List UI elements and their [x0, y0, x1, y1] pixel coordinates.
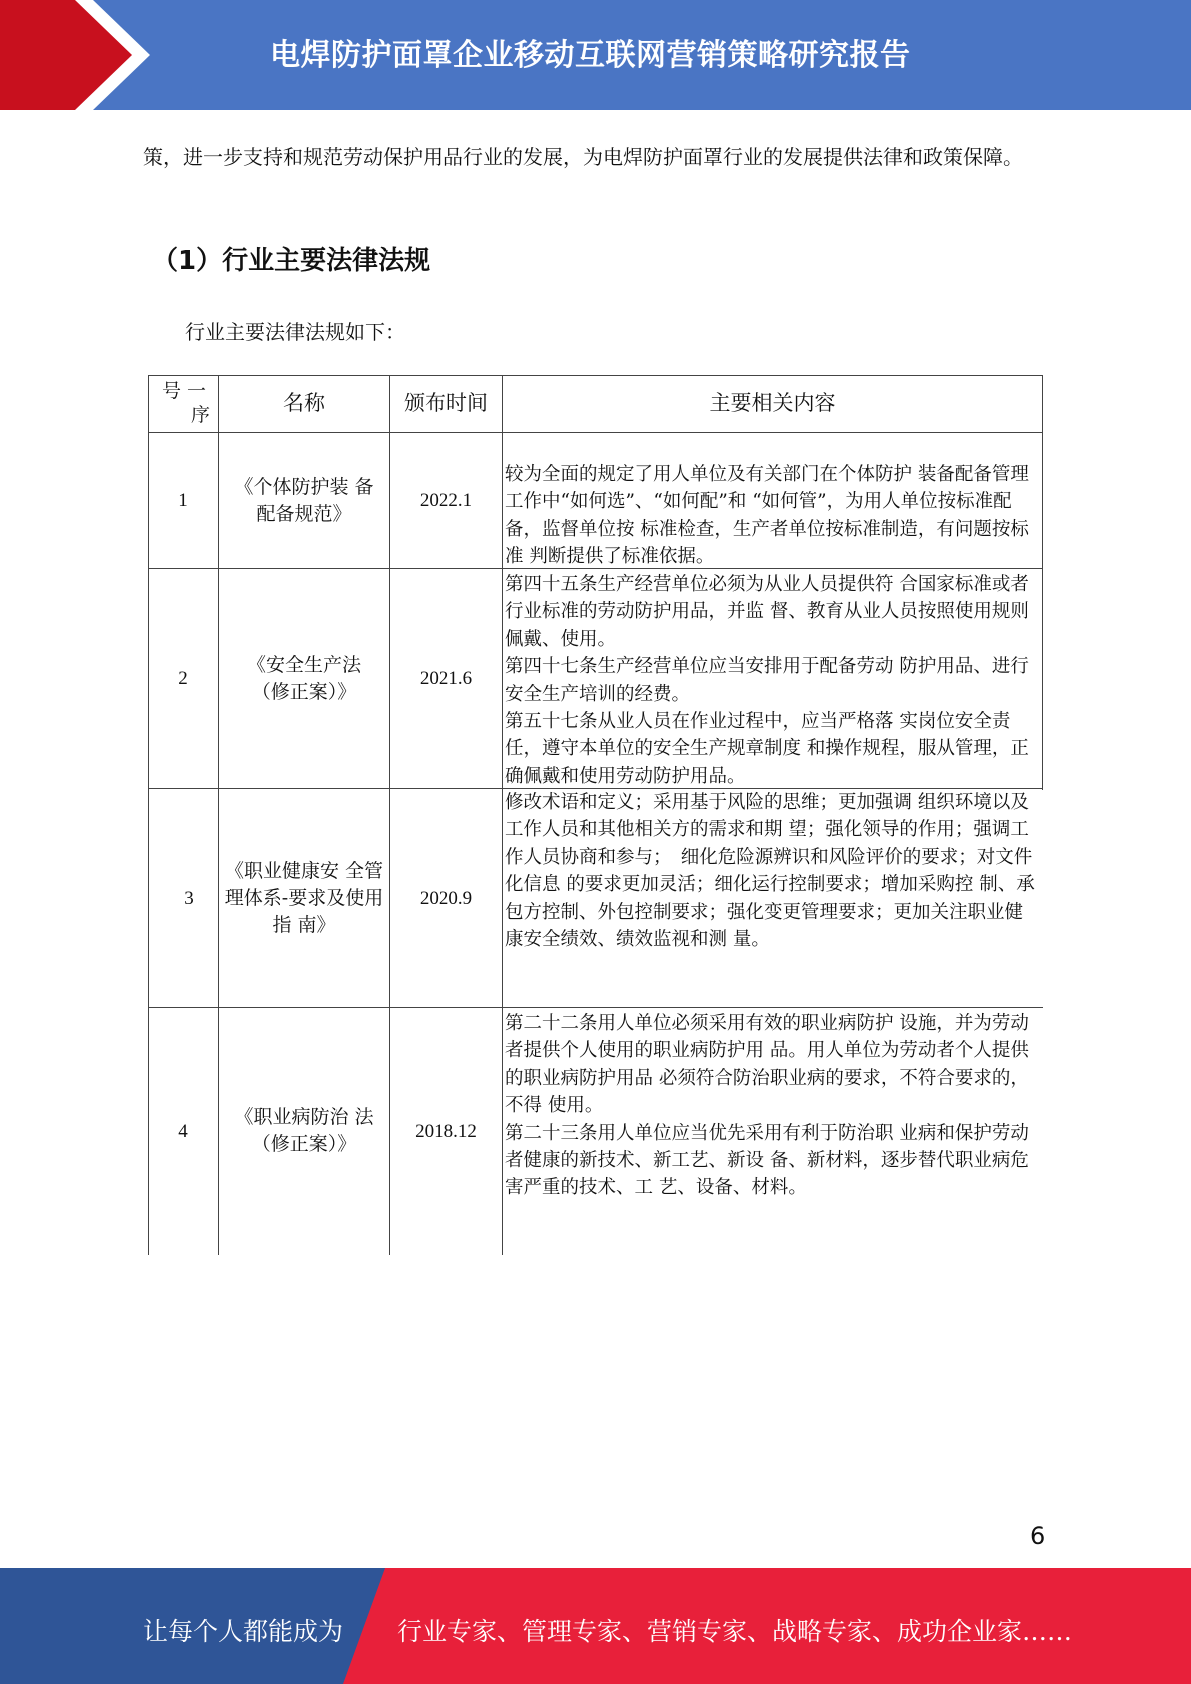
row-2-date: 2021.6: [419, 668, 473, 689]
table-intro: 行业主要法律法规如下：: [185, 320, 405, 344]
footer-banner: [0, 1568, 1191, 1684]
row-4-name: 《职业病防治 法（修正案）》: [234, 1106, 374, 1155]
row-2-content: [505, 571, 1040, 790]
body-paragraph: 策，进一步支持和规范劳动保护用品行业的发展，为电焊防护面罩行业的发展提供法律和政策保障。: [143, 145, 1023, 169]
row-3-date: 2020.9: [419, 887, 473, 909]
header-banner: [0, 0, 1191, 110]
header-index-bottom: 序: [190, 404, 210, 426]
row-4-index: 4: [178, 1120, 188, 1142]
row-3-content: [505, 789, 1040, 953]
header-content: 主要相关内容: [709, 391, 836, 415]
row-2-content-p3: 第五十七条从业人员在作业过程中，应当严格落 实岗位安全责任，遵守本单位的安全生产规章制度 和操作规程，服从管理，正确佩戴和使用劳动防护用品。: [505, 711, 1029, 787]
row-4-content: [505, 1010, 1040, 1202]
row-2-content-p2: 第四十七条生产经营单位应当安排用于配备劳动 防护用品、进行安全生产培训的经费。: [505, 656, 1029, 705]
row-1-date: 2022.1: [419, 490, 473, 511]
regulations-table: [148, 375, 1043, 1255]
page-number: 6: [1030, 1522, 1046, 1550]
row-4-content-p2: 第二十三条用人单位应当优先采用有利于防治职 业病和保护劳动者健康的新技术、新工艺、新设 备、新材料，逐步替代职业病危害严重的技术、工 艺、设备、材料。: [505, 1122, 1029, 1199]
row-3-name: 《职业健康安 全管理体系-要求及使用指 南》: [224, 859, 384, 936]
row-1-index: 1: [178, 490, 188, 511]
row-4-date: 2018.12: [415, 1120, 477, 1142]
footer-slogan-right: 行业专家、管理专家、营销专家、战略专家、成功企业家……: [397, 1617, 1073, 1646]
row-1-content: [505, 461, 1040, 571]
row-1-name: 《个体防护装 备配备规范》: [234, 475, 374, 525]
footer-slogan-left: 让每个人都能成为: [143, 1617, 344, 1646]
row-4-content-p1: 第二十二条用人单位必须采用有效的职业病防护 设施，并为劳动者提供个人使用的职业病防护用 品。用人单位为劳动者个人提供的职业病防护用品 必须符合防治职业病的要求，不符合要求的，不得 使用。: [505, 1013, 1029, 1117]
row-3-index: 3: [184, 887, 194, 909]
row-2-content-p1: 第四十五条生产经营单位必须为从业人员提供符 合国家标准或者行业标准的劳动防护用品，并监 督、教育从业人员按照使用规则佩戴、使用。: [505, 574, 1029, 650]
section-heading: （1）行业主要法律法规: [152, 246, 431, 276]
row-1-content-p1: 较为全面的规定了用人单位及有关部门在个体防护 装备配备管理工作中“如何选”、“如何配”和 “如何管”，为用人单位按标准配备，监督单位按 标准检查，生产者单位按标准制造，有问题按标准 判断提供了标准依据。: [505, 464, 1029, 568]
header-date: 颁布时间: [404, 391, 488, 415]
header-index-top: 号 一: [161, 380, 207, 402]
row-2-index: 2: [178, 668, 188, 689]
row-2-name: 《安全生产法（修正案）》: [246, 653, 361, 703]
row-3-content-p1: 修改术语和定义；采用基于风险的思维；更加强调 组织环境以及工作人员和其他相关方的需求和期 望；强化领导的作用；强调工作人员协商和参与； 细化危险源辨识和风险评价的要求；对文件化信息 的要求更加灵活；细化运行控制要求；增加采购控 制、承包方控制、外包控制要求；强化变更管理要求；更加关注职业健康安全绩效、绩效监视和测 量。: [505, 792, 1035, 951]
header-name: 名称: [283, 391, 325, 415]
header-index: [150, 377, 218, 431]
report-title: 电焊防护面罩企业移动互联网营销策略研究报告: [270, 38, 911, 73]
